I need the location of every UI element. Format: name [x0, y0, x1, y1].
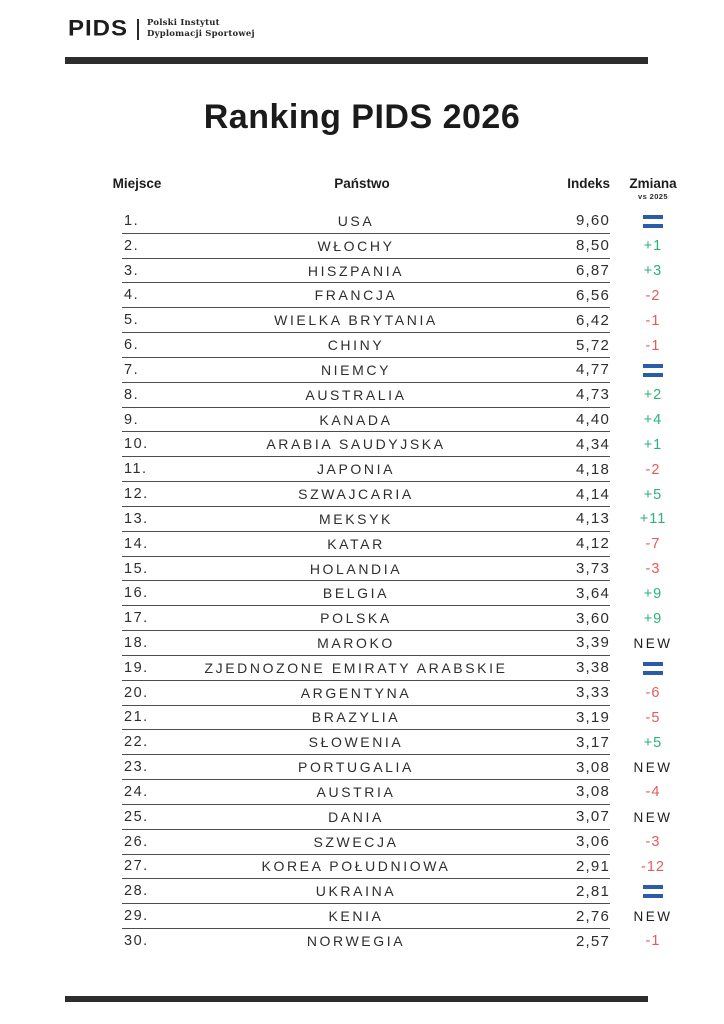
rank-cell: 29.	[124, 908, 149, 925]
table-row-main	[122, 805, 610, 830]
change-down-value: -3	[645, 834, 661, 851]
index-cell: 4,34	[576, 435, 610, 453]
index-cell: 6,42	[576, 311, 610, 329]
country-cell: NORWEGIA	[306, 933, 406, 950]
table-row	[0, 904, 724, 929]
table-row	[0, 333, 724, 358]
country-cell: AUSTRIA	[316, 783, 396, 800]
change-cell	[610, 581, 696, 606]
country-cell: KATAR	[327, 535, 385, 552]
change-up-value: +3	[643, 263, 663, 280]
rank-cell: 19.	[124, 659, 149, 676]
table-row	[0, 408, 724, 433]
table-row	[0, 557, 724, 582]
change-up-value: +2	[643, 387, 663, 404]
rank-cell: 25.	[124, 808, 149, 825]
change-up-value: +4	[643, 412, 663, 429]
table-row-main	[122, 929, 610, 954]
change-down-value: -1	[645, 312, 661, 329]
equals-icon	[643, 215, 663, 228]
change-cell	[610, 532, 696, 557]
index-cell: 4,40	[576, 411, 610, 429]
index-cell: 3,64	[576, 584, 610, 602]
country-cell: HOLANDIA	[309, 560, 403, 577]
rank-cell: 11.	[124, 461, 148, 478]
table-row-main	[122, 259, 610, 284]
rank-cell: 17.	[124, 610, 149, 627]
rank-cell: 22.	[124, 734, 149, 751]
index-cell: 4,77	[576, 361, 610, 379]
table-row-main	[122, 333, 610, 358]
index-cell: 3,33	[576, 684, 610, 702]
country-cell: NIEMCY	[320, 361, 392, 378]
table-row-main	[122, 408, 610, 433]
change-cell	[610, 879, 696, 904]
rank-cell: 16.	[124, 585, 149, 602]
change-up-value: +1	[643, 436, 663, 453]
table-row	[0, 432, 724, 457]
change-down-value: -7	[645, 536, 661, 553]
index-cell: 3,19	[576, 708, 610, 726]
index-cell: 9,60	[576, 212, 610, 230]
rank-cell: 12.	[124, 486, 149, 503]
index-cell: 4,73	[576, 386, 610, 404]
change-cell	[610, 681, 696, 706]
rank-cell: 26.	[124, 833, 149, 850]
page-title: Ranking PIDS 2026	[203, 98, 521, 136]
table-row-main	[122, 507, 610, 532]
table-row	[0, 855, 724, 880]
table-row	[0, 308, 724, 333]
country-cell: UKRAINA	[315, 883, 397, 900]
table-row	[0, 681, 724, 706]
ranking-table	[0, 176, 724, 954]
rank-cell: 7.	[124, 361, 140, 378]
country-cell: ARGENTYNA	[300, 684, 412, 701]
new-badge: NEW	[633, 635, 673, 651]
logo-wordmark: PIDS	[68, 16, 129, 41]
table-row	[0, 706, 724, 731]
rank-cell: 24.	[124, 783, 149, 800]
rank-cell: 20.	[124, 684, 149, 701]
rank-cell: 2.	[124, 237, 140, 254]
change-cell	[610, 929, 696, 954]
country-cell: ARABIA SAUDYJSKA	[266, 436, 446, 453]
index-cell: 4,14	[576, 485, 610, 503]
table-row	[0, 755, 724, 780]
table-row	[0, 805, 724, 830]
change-down-value: -4	[645, 784, 661, 801]
country-cell: BRAZYLIA	[311, 709, 401, 726]
pids-logo	[68, 17, 255, 41]
ranking-rows	[0, 209, 724, 954]
country-cell: POLSKA	[320, 610, 392, 627]
index-cell: 4,18	[576, 460, 610, 478]
country-cell: HISZPANIA	[307, 262, 405, 279]
change-cell	[610, 259, 696, 284]
index-cell: 4,12	[576, 535, 610, 553]
rank-cell: 4.	[124, 287, 140, 304]
table-row-main	[122, 879, 610, 904]
change-cell	[610, 507, 696, 532]
table-row-main	[122, 855, 610, 880]
country-cell: SZWAJCARIA	[298, 486, 414, 503]
index-cell: 6,56	[576, 286, 610, 304]
country-cell: ZJEDNOZONE EMIRATY ARABSKIE	[204, 659, 508, 676]
rank-cell: 3.	[124, 262, 140, 279]
table-row-main	[122, 308, 610, 333]
rank-cell: 13.	[124, 510, 149, 527]
change-cell	[610, 631, 696, 656]
rank-cell: 14.	[124, 535, 149, 552]
table-row	[0, 532, 724, 557]
change-cell	[610, 333, 696, 358]
rank-cell: 10.	[124, 436, 149, 453]
table-row-main	[122, 706, 610, 731]
country-cell: SŁOWENIA	[308, 734, 404, 751]
change-cell	[610, 308, 696, 333]
table-row-main	[122, 904, 610, 929]
table-row-main	[122, 283, 610, 308]
change-down-value: -6	[645, 685, 661, 702]
change-up-value: +1	[643, 238, 663, 255]
header-country: Państwo	[334, 176, 390, 191]
country-cell: DANIA	[328, 808, 384, 825]
table-row-main	[122, 432, 610, 457]
table-row-main	[122, 681, 610, 706]
change-down-value: -5	[645, 709, 661, 726]
change-cell	[610, 730, 696, 755]
table-row-main	[122, 581, 610, 606]
index-cell: 8,50	[576, 237, 610, 255]
index-cell: 2,76	[576, 907, 610, 925]
equals-icon	[643, 364, 663, 377]
change-down-value: -1	[645, 337, 661, 354]
table-row	[0, 929, 724, 954]
header-change-label: Zmiana	[629, 176, 677, 191]
change-cell	[610, 557, 696, 582]
change-down-value: -2	[645, 461, 661, 478]
table-row	[0, 283, 724, 308]
country-cell: WŁOCHY	[317, 237, 395, 254]
table-row-main	[122, 234, 610, 259]
country-cell: FRANCJA	[314, 287, 398, 304]
table-row-main	[122, 457, 610, 482]
rank-cell: 8.	[124, 386, 140, 403]
table-row-main	[122, 482, 610, 507]
table-row-main	[122, 780, 610, 805]
logo-org-line1: Polski Instytut	[147, 17, 220, 28]
rank-cell: 1.	[124, 212, 140, 229]
change-down-value: -12	[641, 858, 665, 875]
change-cell	[610, 283, 696, 308]
header-change	[610, 176, 696, 201]
change-cell	[610, 408, 696, 433]
table-row	[0, 209, 724, 234]
table-row	[0, 606, 724, 631]
table-row	[0, 358, 724, 383]
change-cell	[610, 209, 696, 234]
table-row	[0, 259, 724, 284]
change-up-value: +9	[643, 610, 663, 627]
index-cell: 3,08	[576, 783, 610, 801]
table-row	[0, 879, 724, 904]
change-down-value: -1	[645, 933, 661, 950]
country-cell: KANADA	[319, 411, 393, 428]
change-down-value: -2	[645, 287, 661, 304]
rank-cell: 27.	[124, 858, 149, 875]
country-cell: KENIA	[328, 908, 384, 925]
change-cell	[610, 904, 696, 929]
table-row-main	[122, 730, 610, 755]
table-row-main	[122, 656, 610, 681]
index-cell: 5,72	[576, 336, 610, 354]
logo-divider	[137, 19, 139, 40]
bottom-rule-bar	[65, 996, 648, 1002]
change-cell	[610, 482, 696, 507]
table-row	[0, 631, 724, 656]
country-cell: WIELKA BRYTANIA	[274, 312, 438, 329]
table-row	[0, 730, 724, 755]
country-cell: PORTUGALIA	[298, 759, 414, 776]
table-row	[0, 457, 724, 482]
equals-icon	[643, 662, 663, 675]
logo-org-line2: Dyplomacji Sportowej	[147, 29, 255, 39]
change-cell	[610, 432, 696, 457]
country-cell: MEKSYK	[319, 510, 393, 527]
new-badge: NEW	[633, 809, 673, 825]
change-cell	[610, 358, 696, 383]
change-cell	[610, 606, 696, 631]
index-cell: 3,38	[576, 659, 610, 677]
change-cell	[610, 780, 696, 805]
index-cell: 3,17	[576, 733, 610, 751]
rank-cell: 23.	[124, 759, 149, 776]
index-cell: 3,39	[576, 634, 610, 652]
country-cell: KOREA POŁUDNIOWA	[261, 858, 451, 875]
table-row-main	[122, 209, 610, 234]
table-row	[0, 234, 724, 259]
country-cell: USA	[337, 212, 375, 229]
change-cell	[610, 234, 696, 259]
change-cell	[610, 830, 696, 855]
index-cell: 6,87	[576, 262, 610, 280]
change-cell	[610, 457, 696, 482]
rank-cell: 18.	[124, 634, 149, 651]
country-cell: AUSTRALIA	[305, 386, 407, 403]
change-cell	[610, 855, 696, 880]
table-row-main	[122, 557, 610, 582]
rank-cell: 6.	[124, 337, 140, 354]
index-cell: 3,73	[576, 560, 610, 577]
change-cell	[610, 383, 696, 408]
change-up-value: +9	[643, 585, 663, 602]
index-cell: 2,91	[576, 857, 610, 875]
country-cell: SZWECJA	[313, 833, 399, 850]
table-row-main	[122, 606, 610, 631]
table-row	[0, 656, 724, 681]
table-row	[0, 581, 724, 606]
table-row-main	[122, 755, 610, 780]
change-cell	[610, 656, 696, 681]
header-change-sublabel: vs 2025	[638, 192, 668, 201]
index-cell: 3,07	[576, 808, 610, 826]
new-badge: NEW	[633, 760, 673, 776]
table-row	[0, 482, 724, 507]
table-row-main	[122, 532, 610, 557]
table-row-main	[122, 631, 610, 656]
rank-cell: 21.	[124, 709, 149, 726]
table-row	[0, 780, 724, 805]
table-row-main	[122, 383, 610, 408]
index-cell: 3,60	[576, 609, 610, 627]
country-cell: CHINY	[327, 337, 385, 354]
country-cell: MAROKO	[317, 634, 395, 651]
rank-cell: 9.	[124, 411, 140, 428]
rank-cell: 28.	[124, 883, 149, 900]
equals-icon	[643, 885, 663, 898]
country-cell: BELGIA	[322, 585, 390, 602]
index-cell: 3,06	[576, 833, 610, 851]
table-row	[0, 507, 724, 532]
table-row	[0, 830, 724, 855]
table-header-row	[107, 176, 724, 201]
header-index: Indeks	[567, 176, 610, 191]
table-row	[0, 383, 724, 408]
index-cell: 2,81	[576, 882, 610, 900]
index-cell: 4,13	[576, 510, 610, 528]
header-rank: Miejsce	[112, 176, 162, 191]
index-cell: 3,08	[576, 758, 610, 776]
table-row-main	[122, 830, 610, 855]
table-row-main	[122, 358, 610, 383]
new-badge: NEW	[633, 909, 673, 925]
change-cell	[610, 805, 696, 830]
rank-cell: 15.	[124, 560, 149, 577]
change-down-value: -3	[645, 561, 661, 577]
index-cell: 2,57	[576, 932, 610, 950]
rank-cell: 5.	[124, 312, 140, 329]
change-up-value: +5	[643, 486, 663, 503]
top-rule-bar	[65, 57, 648, 64]
logo-org-name	[147, 18, 255, 40]
change-cell	[610, 706, 696, 731]
country-cell: JAPONIA	[316, 461, 396, 478]
rank-cell: 30.	[124, 933, 149, 950]
change-up-value: +11	[639, 511, 667, 528]
change-up-value: +5	[643, 734, 663, 751]
change-cell	[610, 755, 696, 780]
